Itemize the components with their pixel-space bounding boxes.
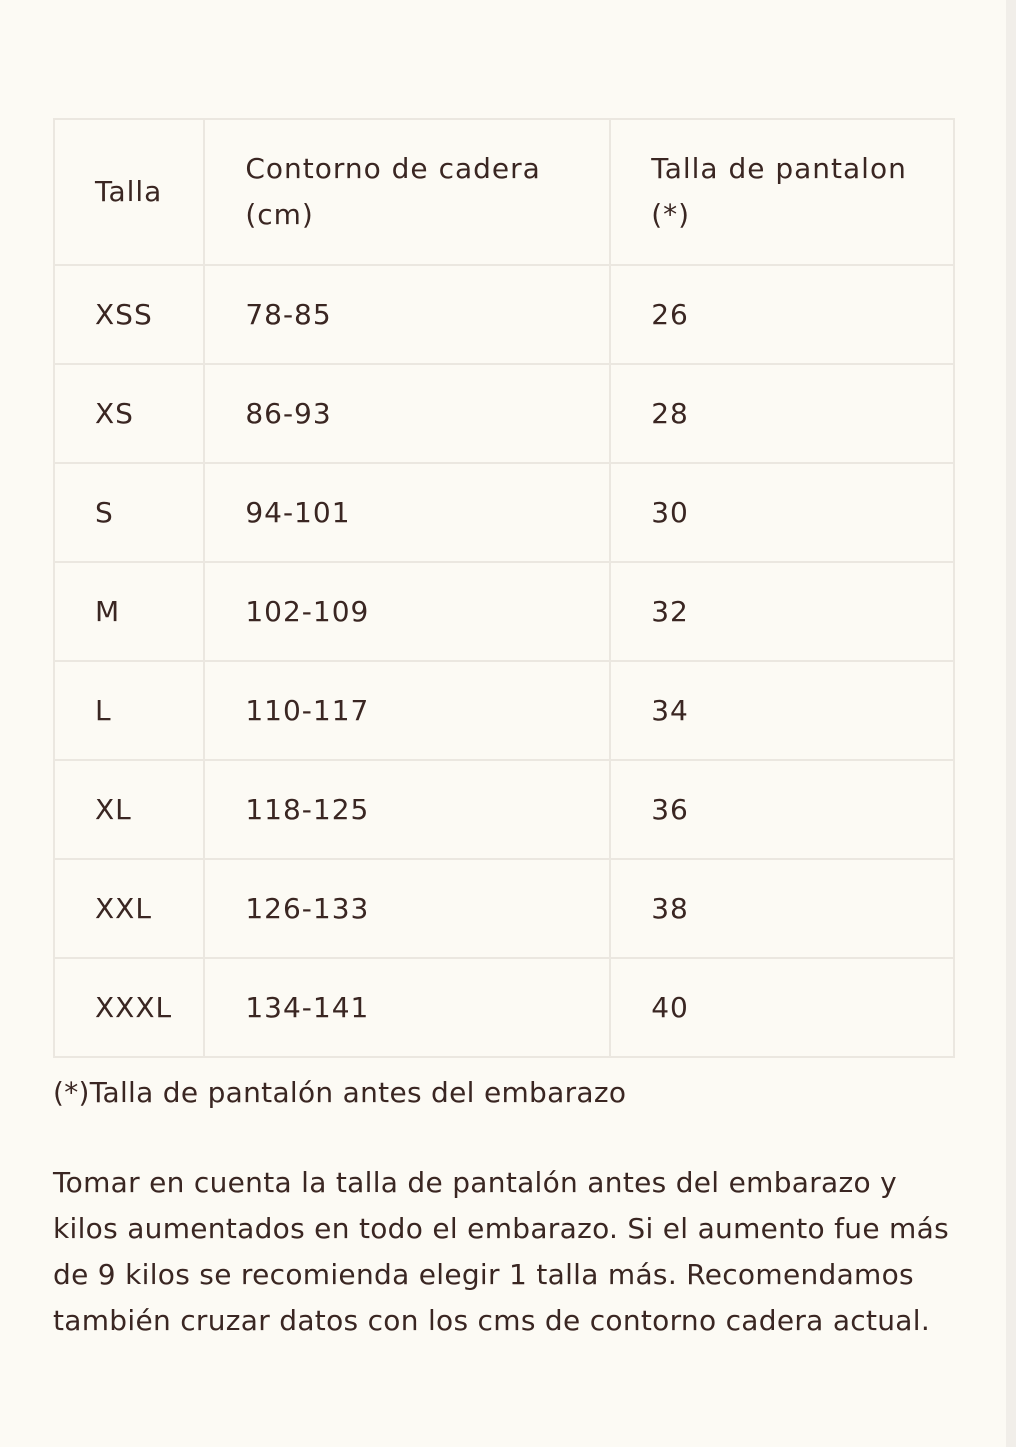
cell-pantalon: 28 [610,364,954,463]
table-footnote: (*)Talla de pantalón antes del embarazo [53,1076,627,1109]
table-row [54,859,954,958]
cell-talla: XXL [54,859,204,958]
header-talla-pantalon: Talla de pantalon (*) [610,119,954,265]
cell-pantalon: 40 [610,958,954,1057]
cell-talla: XS [54,364,204,463]
table-row [54,463,954,562]
cell-talla: M [54,562,204,661]
cell-contorno: 126-133 [204,859,610,958]
cell-talla: L [54,661,204,760]
size-recommendation-text: Tomar en cuenta la talla de pantalón antes del embarazo y kilos aumentados en todo el embarazo. Si el aumento fue más de 9 kilos se recomienda elegir 1 talla más. Recomendamos también cruzar datos con los cms de contorno cadera actual. [53,1166,949,1337]
table-row [54,265,954,364]
cell-contorno: 78-85 [204,265,610,364]
cell-pantalon: 36 [610,760,954,859]
cell-pantalon: 26 [610,265,954,364]
cell-contorno: 86-93 [204,364,610,463]
table-row [54,661,954,760]
cell-contorno: 134-141 [204,958,610,1057]
cell-contorno: 118-125 [204,760,610,859]
table-row [54,958,954,1057]
cell-pantalon: 38 [610,859,954,958]
header-talla: Talla [54,119,204,265]
cell-pantalon: 30 [610,463,954,562]
table-row [54,364,954,463]
cell-talla: S [54,463,204,562]
cell-contorno: 102-109 [204,562,610,661]
table-header-row [54,119,954,265]
cell-contorno: 94-101 [204,463,610,562]
cell-pantalon: 32 [610,562,954,661]
size-chart-table [53,118,955,1058]
cell-talla: XL [54,760,204,859]
cell-talla: XXXL [54,958,204,1057]
page-edge [1006,0,1016,1447]
table-row [54,562,954,661]
cell-contorno: 110-117 [204,661,610,760]
cell-pantalon: 34 [610,661,954,760]
table-row [54,760,954,859]
header-contorno-cadera: Contorno de cadera (cm) [204,119,610,265]
cell-talla: XSS [54,265,204,364]
